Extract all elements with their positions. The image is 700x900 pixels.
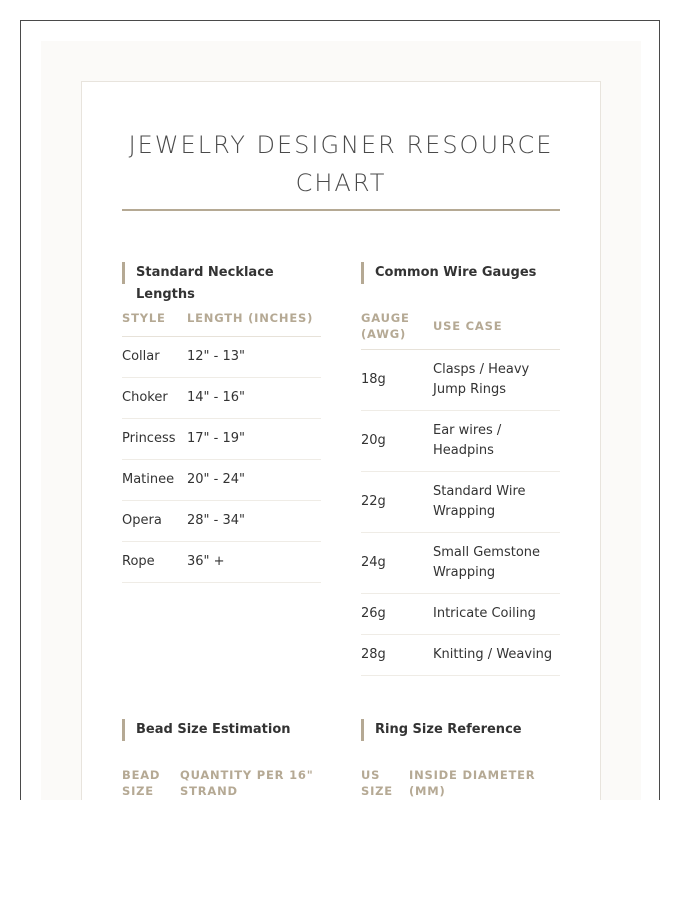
table-header-row [122, 759, 321, 800]
bead-table [122, 759, 321, 800]
length-cell: 20" - 24" [187, 460, 321, 501]
use-case-cell: Small Gemstone Wrapping [433, 533, 560, 594]
col-length: LENGTH (INCHES) [187, 302, 321, 337]
length-cell: 14" - 16" [187, 378, 321, 419]
use-case-cell: Ear wires / Headpins [433, 411, 560, 472]
use-case-cell: Clasps / Heavy Jump Rings [433, 350, 560, 411]
wire-heading: Common Wire Gauges [361, 262, 560, 284]
page-frame [20, 20, 660, 800]
bead-heading: Bead Size Estimation [122, 719, 321, 741]
use-case-cell: Intricate Coiling [433, 594, 560, 635]
page-title: JEWELRY DESIGNER RESOURCE CHART [128, 131, 554, 197]
col-us-size: US SIZE [361, 759, 409, 800]
col-inside-diameter: INSIDE DIAMETER (MM) [409, 759, 560, 800]
table-row [122, 337, 321, 378]
table-row [122, 542, 321, 583]
length-cell: 36" + [187, 542, 321, 583]
style-cell: Choker [122, 378, 187, 419]
style-cell: Princess [122, 419, 187, 460]
col-gauge: GAUGE (AWG) [361, 302, 433, 350]
length-cell: 12" - 13" [187, 337, 321, 378]
table-header-row [122, 302, 321, 337]
table-row [361, 635, 560, 676]
table-header-row [361, 302, 560, 350]
gauge-cell: 20g [361, 411, 433, 472]
wire-table [361, 302, 560, 676]
length-cell: 28" - 34" [187, 501, 321, 542]
title-divider [122, 209, 560, 211]
use-case-cell: Standard Wire Wrapping [433, 472, 560, 533]
table-header-row [361, 759, 560, 800]
bead-section [122, 719, 321, 800]
col-style: STYLE [122, 302, 187, 337]
table-row [122, 419, 321, 460]
necklace-table [122, 302, 321, 583]
col-bead-size: BEAD SIZE [122, 759, 180, 800]
gauge-cell: 18g [361, 350, 433, 411]
length-cell: 17" - 19" [187, 419, 321, 460]
ring-section [361, 719, 560, 800]
wire-section [361, 262, 560, 676]
gauge-cell: 24g [361, 533, 433, 594]
gauge-cell: 28g [361, 635, 433, 676]
table-row [122, 501, 321, 542]
table-row [122, 460, 321, 501]
table-row [361, 472, 560, 533]
col-use-case: USE CASE [433, 302, 560, 350]
style-cell: Matinee [122, 460, 187, 501]
necklace-heading: Standard Necklace Lengths [122, 262, 321, 284]
table-row [122, 378, 321, 419]
style-cell: Collar [122, 337, 187, 378]
gauge-cell: 22g [361, 472, 433, 533]
table-row [361, 350, 560, 411]
resource-card [81, 81, 601, 800]
gauge-cell: 26g [361, 594, 433, 635]
use-case-cell: Knitting / Weaving [433, 635, 560, 676]
necklace-section [122, 262, 321, 583]
table-row [361, 594, 560, 635]
style-cell: Rope [122, 542, 187, 583]
style-cell: Opera [122, 501, 187, 542]
page-background [41, 41, 641, 800]
table-row [361, 533, 560, 594]
table-row [361, 411, 560, 472]
ring-table [361, 759, 560, 800]
col-quantity: QUANTITY PER 16" STRAND [180, 759, 321, 800]
ring-heading: Ring Size Reference [361, 719, 560, 741]
